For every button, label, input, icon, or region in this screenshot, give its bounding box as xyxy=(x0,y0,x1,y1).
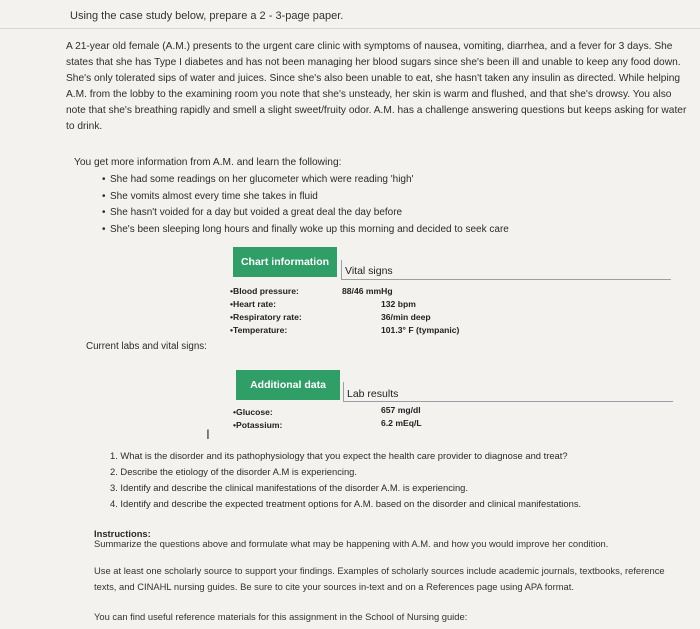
lab-results-title: Lab results xyxy=(347,388,399,400)
divider xyxy=(341,279,671,280)
instructions-reference: You can find useful reference materials for this assignment in the School of Nursing guide: xyxy=(94,611,468,622)
vital-label: •Blood pressure: xyxy=(230,286,299,296)
case-paragraph: A 21-year old female (A.M.) presents to the urgent care clinic with symptoms of nausea, vomiting, diarrhea, and a fever for 3 days. She states that she has Type I diabetes and has not been managing her blood sugars since she's been ill and unable to keep any food down. She's only tolerated sips of water and juices. Since she's also been unable to eat, she hasn't taken any insulin as directed. While helping A.M. from the lobby to the examining room you note that she's unsteady, her skin is warm and flushed, and that she's drowsy. You also note that she's breathing rapidly and smell a slight sweet/fruity odor. A.M. has a challenge answering questions but keeps asking for water to drink. xyxy=(66,41,687,132)
divider xyxy=(0,28,700,29)
vital-label: •Temperature: xyxy=(230,325,288,335)
list-item: 1. What is the disorder and its pathophysiology that you expect the health care provider to diagnose and treat? xyxy=(110,450,568,461)
lab-label: •Glucose: xyxy=(233,407,273,417)
vital-value: 132 bpm xyxy=(381,299,416,309)
list-item: • She's been sleeping long hours and finally woke up this morning and decided to seek care xyxy=(102,222,509,239)
vital-signs-title: Vital signs xyxy=(345,265,393,277)
list-item: • She had some readings on her glucometer which were reading 'high' xyxy=(102,172,509,189)
info-bullet-list xyxy=(102,172,509,238)
list-item: 4. Identify and describe the expected treatment options for A.M. based on the disorder and clinical manifestations. xyxy=(110,498,582,509)
divider xyxy=(343,401,673,402)
list-item: • She vomits almost every time she takes in fluid xyxy=(102,189,509,206)
lab-value: 6.2 mEq/L xyxy=(381,418,422,428)
vital-value: 101.3° F (tympanic) xyxy=(381,325,460,335)
vital-value: 88/46 mmHg xyxy=(342,286,393,296)
lab-value: 657 mg/dl xyxy=(381,405,421,415)
divider xyxy=(343,382,344,402)
vital-value: 36/min deep xyxy=(381,312,431,322)
instructions-heading: Instructions: xyxy=(94,528,151,539)
list-item: 3. Identify and describe the clinical manifestations of the disorder A.M. is experiencing. xyxy=(110,482,469,493)
vital-label: •Respiratory rate: xyxy=(230,312,302,322)
divider xyxy=(341,260,342,280)
vital-label: •Heart rate: xyxy=(230,299,276,309)
chart-information-box: Chart information xyxy=(233,247,337,277)
text-cursor-icon: I xyxy=(206,426,210,442)
lab-label: •Potassium: xyxy=(233,420,283,430)
question-list xyxy=(110,448,690,512)
additional-data-box: Additional data xyxy=(236,370,340,400)
info-intro: You get more information from A.M. and learn the following: xyxy=(74,157,342,168)
assignment-header: Using the case study below, prepare a 2 - 3-page paper. xyxy=(70,10,344,22)
instructions-sources: Use at least one scholarly source to support your findings. Examples of scholarly sources include academic journals, textbooks, reference texts, and CINAHL nursing guides. Be sure to cite your sources in-text and on a References page using APA format. xyxy=(94,565,665,592)
list-item: • She hasn't voided for a day but voided a great deal the day before xyxy=(102,205,509,222)
current-labs-label: Current labs and vital signs: xyxy=(86,341,207,352)
instructions-summary: Summarize the questions above and formulate what may be happening with A.M. and how you would improve her condition. xyxy=(94,538,609,549)
list-item: 2. Describe the etiology of the disorder A.M is experiencing. xyxy=(110,466,358,477)
